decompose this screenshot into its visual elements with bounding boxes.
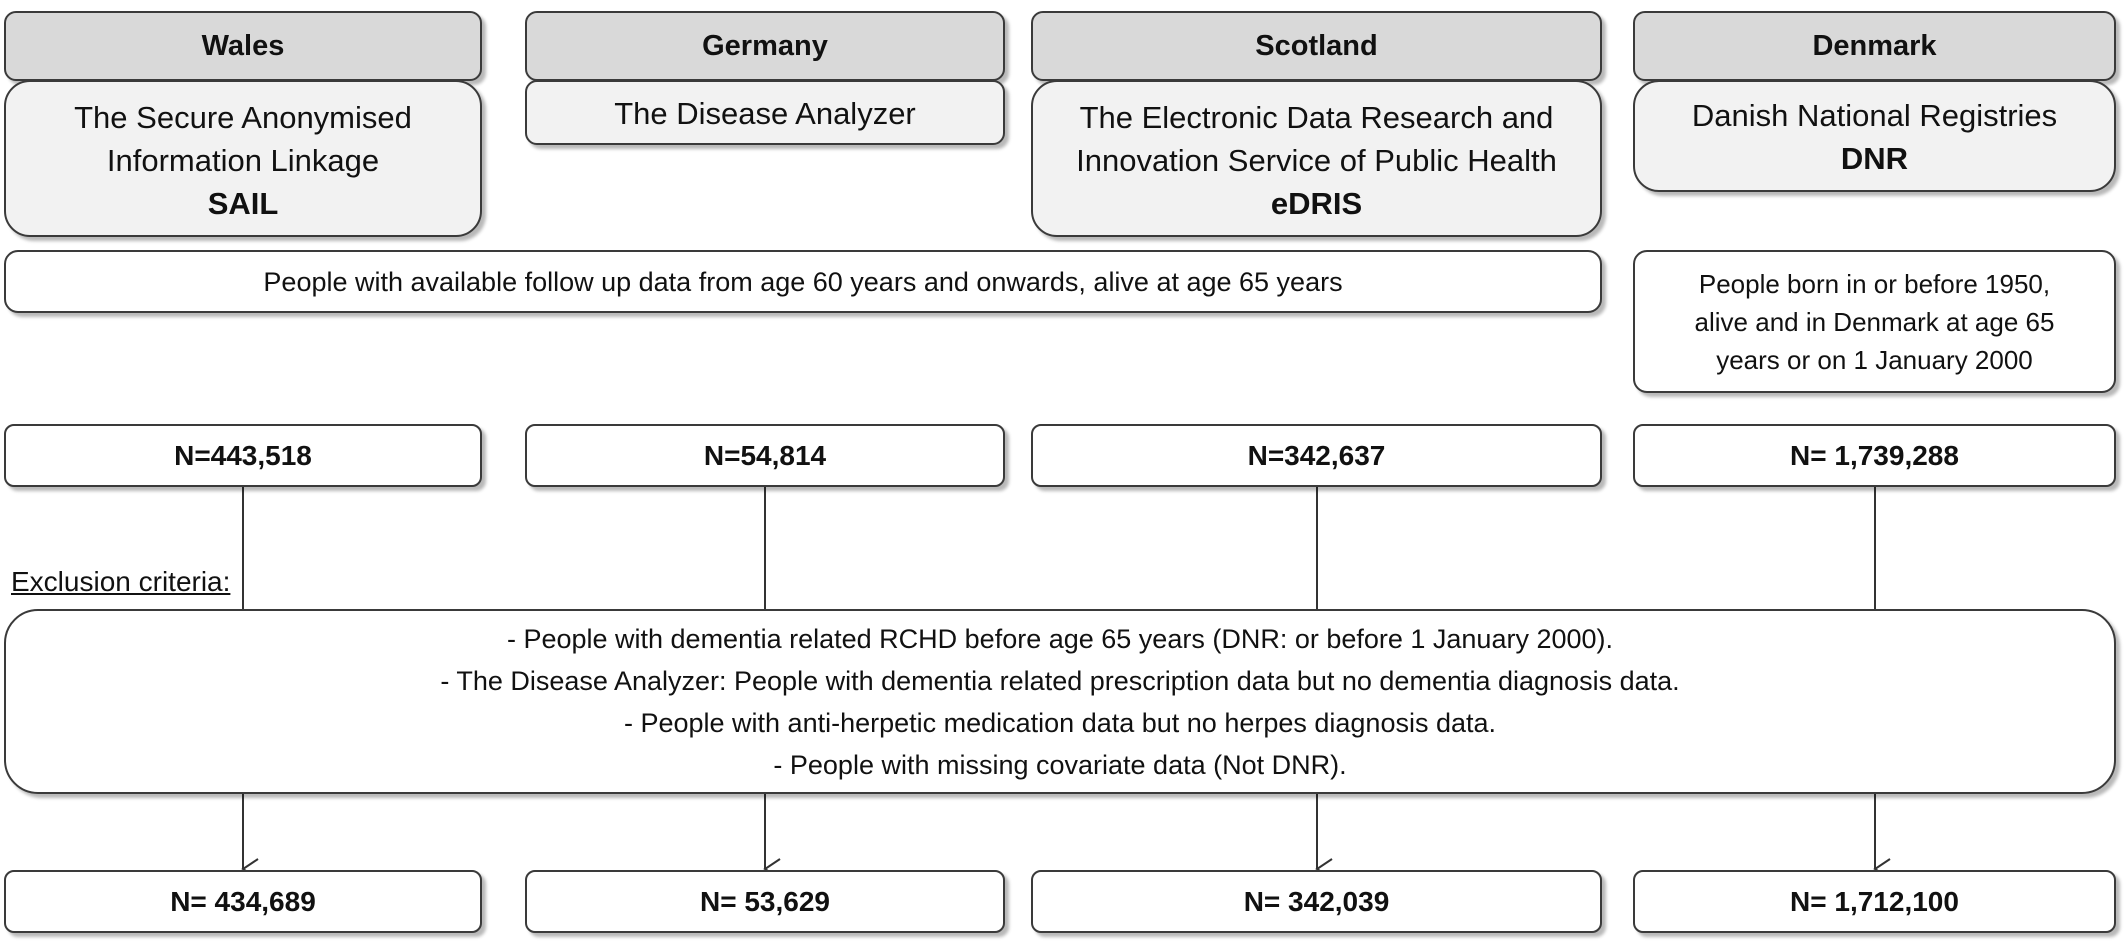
exclusion-item: - People with anti-herpetic medication data but no herpes diagnosis data. xyxy=(623,707,1497,738)
exclusion-criteria-box xyxy=(4,609,2116,794)
n-before-denmark: N= 1,739,288 xyxy=(1633,424,2116,487)
database-denmark xyxy=(1633,80,2116,192)
database-abbreviation: DNR xyxy=(1840,141,1909,176)
n-after-denmark: N= 1,712,100 xyxy=(1633,870,2116,933)
n-after-germany: N= 53,629 xyxy=(525,870,1005,933)
exclusion-item: - People with dementia related RCHD before age 65 years (DNR: or before 1 January 2000). xyxy=(506,623,1614,654)
database-name-line: Danish National Registries xyxy=(1691,98,2058,133)
exclusion-item: - People with missing covariate data (Not DNR). xyxy=(773,749,1347,780)
exclusion-item: - The Disease Analyzer: People with dementia related prescription data but no dementia diagnosis data. xyxy=(440,665,1680,696)
database-wales xyxy=(4,80,482,237)
header-denmark: Denmark xyxy=(1633,11,2116,81)
population-denmark: People born in or before 1950, alive and in Denmark at age 65 years or on 1 January 2000 xyxy=(1633,250,2116,393)
database-abbreviation: SAIL xyxy=(207,186,279,221)
n-before-germany: N=54,814 xyxy=(525,424,1005,487)
header-scotland: Scotland xyxy=(1031,11,1602,81)
header-germany: Germany xyxy=(525,11,1005,81)
database-name-line: The Electronic Data Research and xyxy=(1079,100,1554,135)
population-shared: People with available follow up data from age 60 years and onwards, alive at age 65 years xyxy=(4,250,1602,313)
database-name-line: Innovation Service of Public Health xyxy=(1076,143,1557,178)
database-name-line: The Disease Analyzer xyxy=(614,96,916,131)
header-wales: Wales xyxy=(4,11,482,81)
database-germany xyxy=(525,80,1005,145)
database-name-line: Information Linkage xyxy=(106,143,380,178)
database-name-line: The Secure Anonymised xyxy=(74,100,412,135)
database-scotland xyxy=(1031,80,1602,237)
exclusion-criteria-label: Exclusion criteria: xyxy=(11,566,231,597)
n-after-scotland: N= 342,039 xyxy=(1031,870,1602,933)
n-after-wales: N= 434,689 xyxy=(4,870,482,933)
n-before-wales: N=443,518 xyxy=(4,424,482,487)
n-before-scotland: N=342,637 xyxy=(1031,424,1602,487)
database-abbreviation: eDRIS xyxy=(1270,186,1363,221)
